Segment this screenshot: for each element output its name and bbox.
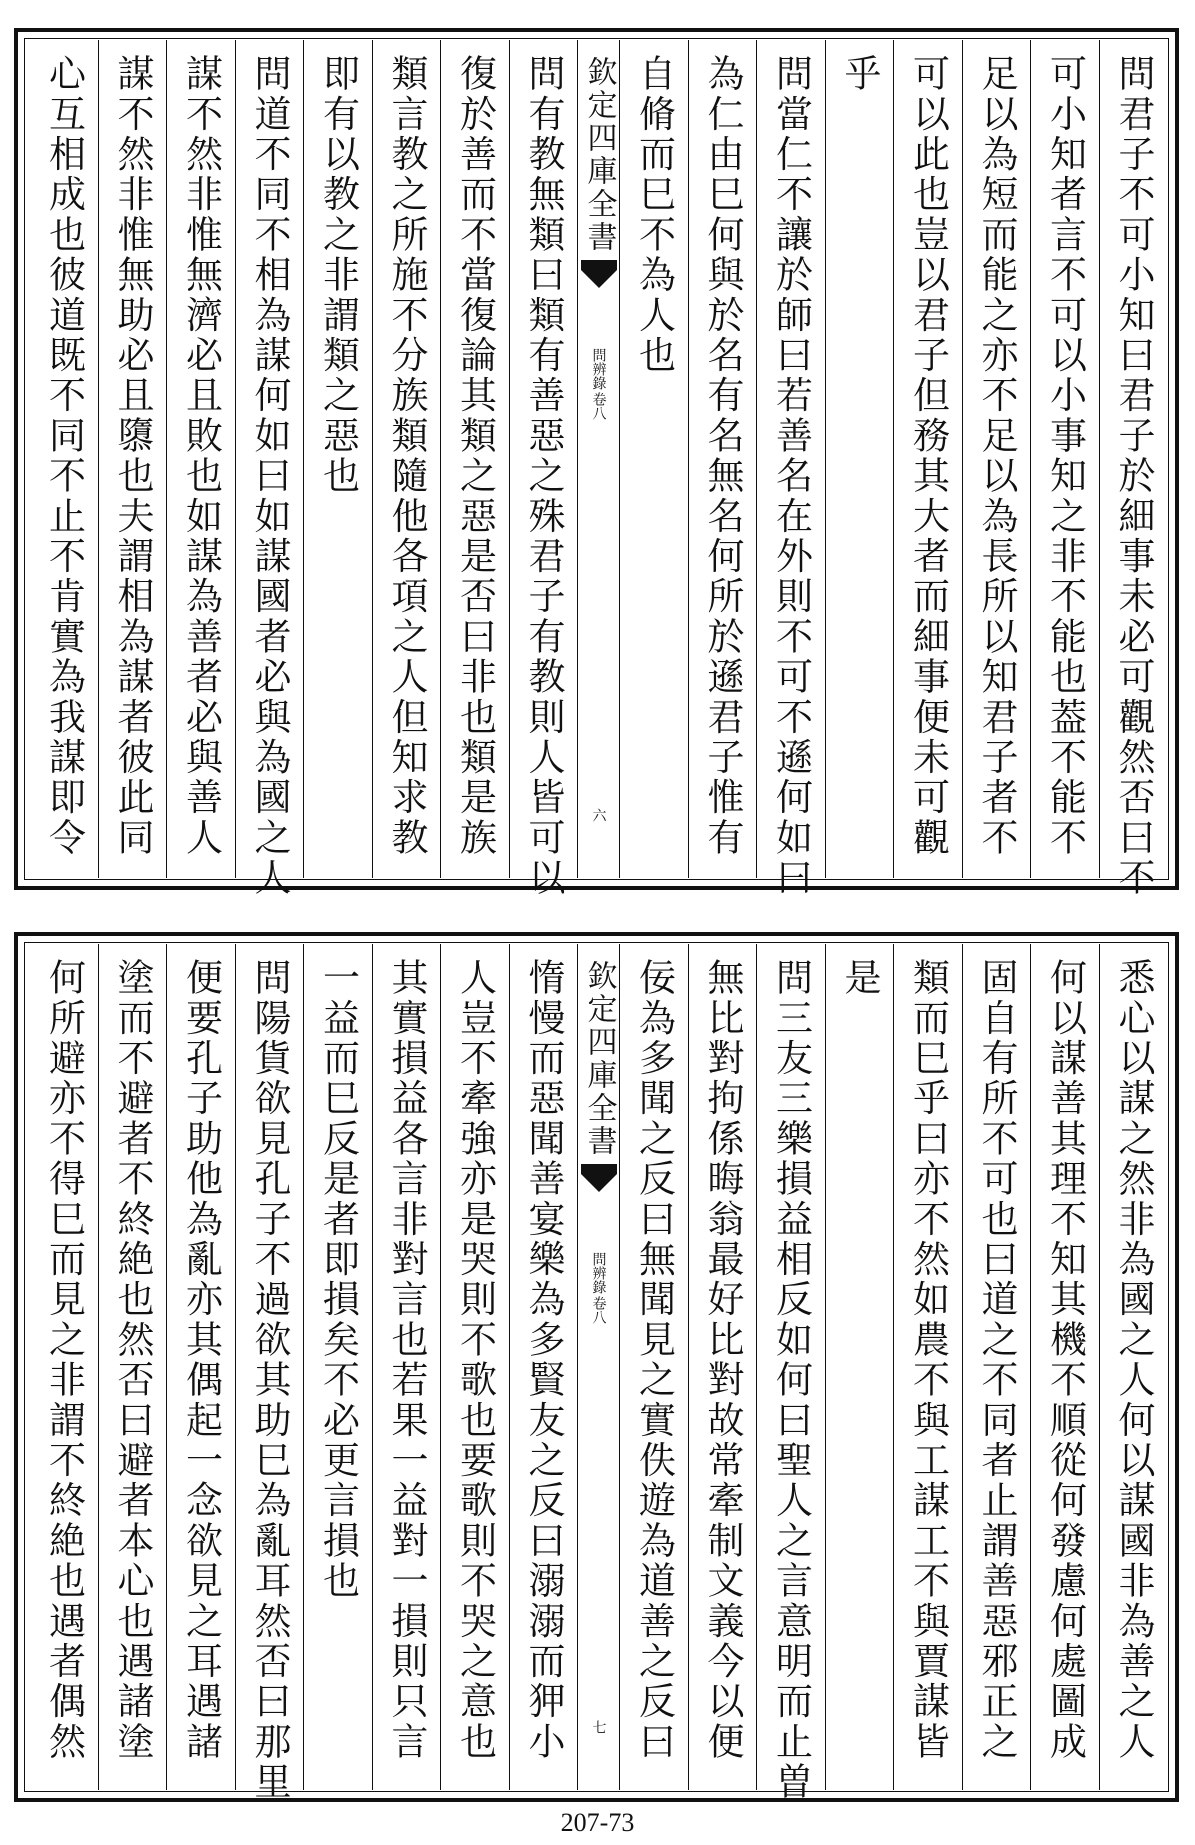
text-column: 固自有所不可也曰道之不同者止謂善惡邪正之 [962,944,1031,1790]
text-column: 何以謀善其理不知其機不順從何發慮何處圖成 [1030,944,1099,1790]
leaf-number: 六 [590,808,607,822]
fish-tail-icon [581,1164,617,1192]
text-column: 即有以教之非謂類之惡也 [303,40,372,878]
collection-header: 欽定四庫全書 [581,960,617,1158]
text-column: 乎 [825,40,894,878]
leaf-number: 七 [590,1720,607,1734]
text-column: 問三友三樂損益相反如何曰聖人之言意明而止曽 [756,944,825,1790]
bottom-columns [26,944,1167,1803]
text-column: 類言教之所施不分族類隨他各項之人但知求教 [372,40,441,878]
top-columns [26,40,1167,899]
bottom-folio [14,932,1179,1802]
text-column: 問陽貨欲見孔子不過欲其助巳為亂耳然否曰那里 [235,944,304,1790]
text-column: 問當仁不讓於師曰若善名在外則不可不遜何如曰 [756,40,825,878]
top-folio [14,28,1179,899]
text-column: 心互相成也彼道既不同不止不肯實為我謀即令 [42,54,86,858]
text-column: 是 [825,944,894,1790]
text-column: 問君子不可小知曰君子於細事未必可觀然否曰不 [1099,40,1168,878]
text-column: 人豈不牽強亦是哭則不歌也要歌則不哭之意也 [440,944,509,1790]
text-column: 謀不然非惟無助必且隳也夫謂相為謀者彼此同 [98,40,167,878]
text-column: 塗而不避者不終絶也然否曰避者本心也遇諸塗 [98,944,167,1790]
text-column: 足以為短而能之亦不足以為長所以知君子者不 [962,40,1031,878]
text-column: 悉心以謀之然非為國之人何以謀國非為善之人 [1099,944,1168,1790]
center-margin [577,944,619,1790]
text-column: 問道不同不相為謀何如曰如謀國者必與為國之人 [235,40,304,878]
text-column: 佞為多聞之反曰無聞見之實佚遊為道善之反曰 [619,944,688,1790]
text-column: 無比對拘係晦翁最好比對故常牽制文義今以便 [688,944,757,1790]
text-column: 謀不然非惟無濟必且敗也如謀為善者必與善人 [166,40,235,878]
text-column: 復於善而不當復論其類之惡是否曰非也類是族 [440,40,509,878]
book-title: 問辨錄 [590,1252,607,1294]
book-info [591,1252,607,1324]
text-column: 問有教無類曰類有善惡之殊君子有教則人皆可以 [509,40,578,878]
text-column: 可以此也豈以君子但務其大者而細事便未可觀 [893,40,962,878]
book-info [591,348,607,420]
collection-header: 欽定四庫全書 [581,56,617,254]
volume-label: 卷八 [590,392,607,420]
fish-tail-icon [581,260,617,288]
book-title: 問辨錄 [590,348,607,390]
text-column: 惰慢而惡聞善宴樂為多賢友之反曰溺溺而狎小 [509,944,578,1790]
text-column: 可小知者言不可以小事知之非不能也葢不能不 [1030,40,1099,878]
center-margin [577,40,619,878]
text-column: 為仁由巳何與於名有名無名何所於遜君子惟有 [688,40,757,878]
volume-label: 卷八 [590,1296,607,1324]
text-column: 其實損益各言非對言也若果一益對一損則只言 [372,944,441,1790]
page-number: 207-73 [560,1808,635,1837]
text-column: 便要孔子助他為亂亦其偶起一念欲見之耳遇諸 [166,944,235,1790]
text-column: 類而巳乎曰亦不然如農不與工謀工不與賈謀皆 [893,944,962,1790]
text-column: 何所避亦不得巳而見之非謂不終絶也遇者偶然 [42,958,86,1762]
text-column: 一益而巳反是者即損矣不必更言損也 [303,944,372,1790]
text-column: 自脩而巳不為人也 [619,40,688,878]
